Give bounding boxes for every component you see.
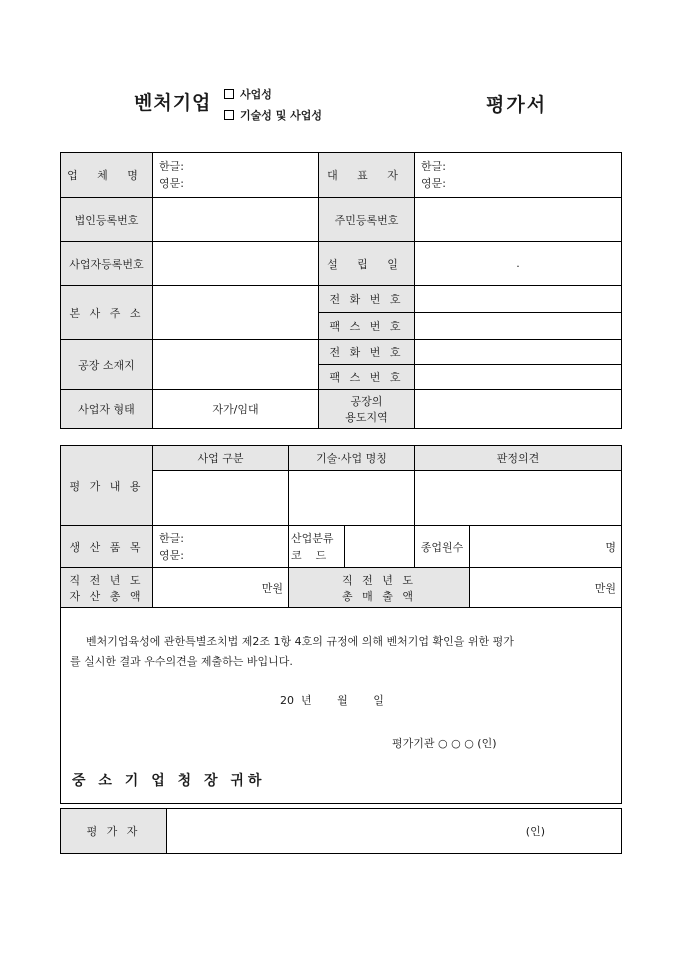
- hq-phone-field[interactable]: [415, 286, 622, 313]
- label-hq-phone: 전 화 번 호: [319, 286, 415, 313]
- label-ceo: 대 표 자: [319, 153, 415, 198]
- sales-line2: 총 매 출 액: [342, 589, 416, 603]
- resident-reg-no-field[interactable]: [415, 198, 622, 242]
- korean-label: 한글:: [159, 160, 184, 173]
- english-label: 영문:: [159, 548, 184, 562]
- assets-field[interactable]: 만원: [153, 568, 289, 608]
- label-factory-fax: 팩 스 번 호: [319, 365, 415, 390]
- label-sales: [289, 568, 470, 608]
- statement-line2: 를 실시한 결과 우수의견을 제출하는 바입니다.: [70, 655, 293, 668]
- form-title: 평가서: [486, 94, 548, 116]
- label-factory-phone: 전 화 번 호: [319, 340, 415, 365]
- factory-fax-field[interactable]: [415, 365, 622, 390]
- sales-field[interactable]: 만원: [470, 568, 622, 608]
- ceo-field[interactable]: [415, 153, 622, 198]
- header-tech-biz-name: 기술·사업 명칭: [289, 446, 415, 471]
- zoning-line1: 공장의: [350, 395, 383, 408]
- checkbox-business[interactable]: [224, 89, 234, 99]
- label-corp-reg-no: 법인등록번호: [61, 198, 153, 242]
- product-field[interactable]: [153, 526, 289, 568]
- industry-code-line2: 코 드: [291, 548, 327, 562]
- factory-field[interactable]: [153, 340, 319, 390]
- option-business: [224, 86, 272, 102]
- label-industry-code: [289, 526, 345, 568]
- employees-field[interactable]: 명: [470, 526, 622, 568]
- established-field[interactable]: .: [415, 242, 622, 286]
- date-year[interactable]: 20 년: [280, 694, 312, 707]
- label-resident-reg-no: 주민등록번호: [319, 198, 415, 242]
- checkbox-tech-business[interactable]: [224, 110, 234, 120]
- form-title-prefix: 벤처기업: [134, 92, 212, 114]
- assets-line2: 자 산 총 액: [69, 589, 144, 603]
- label-factory: 공장 소재지: [61, 340, 153, 390]
- corp-reg-no-field[interactable]: [153, 198, 319, 242]
- label-eval-content: 평 가 내 용: [61, 446, 153, 526]
- company-info-table: [60, 152, 622, 429]
- evaluator-table: [60, 808, 622, 854]
- company-name-field[interactable]: [153, 153, 319, 198]
- header-opinion: 판정의견: [415, 446, 622, 471]
- opinion-field[interactable]: [415, 471, 622, 526]
- label-evaluator: 평 가 자: [61, 809, 167, 854]
- evaluation-table: [60, 445, 622, 804]
- factory-phone-field[interactable]: [415, 340, 622, 365]
- biz-reg-no-field[interactable]: [153, 242, 319, 286]
- hq-fax-field[interactable]: [415, 313, 622, 340]
- hq-address-field[interactable]: [153, 286, 319, 340]
- english-label: 영문:: [159, 177, 184, 190]
- date-day[interactable]: 일: [373, 694, 384, 707]
- label-biz-type: 사업자 형태: [61, 390, 153, 429]
- statement-text: [70, 632, 612, 672]
- label-product: 생 산 품 목: [61, 526, 153, 568]
- label-established: 설 립 일: [319, 242, 415, 286]
- option-business-label: 사업성: [240, 88, 272, 101]
- industry-code-line1: 산업분류: [291, 531, 334, 545]
- label-zoning: [319, 390, 415, 429]
- korean-label: 한글:: [421, 160, 446, 173]
- biz-type-field[interactable]: 자가/임대: [153, 390, 319, 429]
- zoning-field[interactable]: [415, 390, 622, 429]
- label-employees: 종업원수: [415, 526, 470, 568]
- zoning-line2: 용도지역: [345, 411, 388, 424]
- korean-label: 한글:: [159, 531, 184, 545]
- label-hq-address: 본 사 주 소: [61, 286, 153, 340]
- option-tech-business-label: 기술성 및 사업성: [240, 109, 323, 122]
- evaluator-field[interactable]: (인): [167, 809, 622, 854]
- date-month[interactable]: 월: [337, 694, 348, 707]
- statement-line1: 벤처기업육성에 관한특별조치법 제2조 1항 4호의 규정에 의해 벤처기업 확인을 위한 평가: [86, 635, 514, 648]
- sales-line1: 직 전 년 도: [342, 573, 416, 587]
- date-line: [280, 692, 406, 708]
- tech-biz-name-field[interactable]: [289, 471, 415, 526]
- header-biz-category: 사업 구분: [153, 446, 289, 471]
- biz-category-field[interactable]: [153, 471, 289, 526]
- label-assets: [61, 568, 153, 608]
- label-biz-reg-no: 사업자등록번호: [61, 242, 153, 286]
- label-company-name: 업 체 명: [61, 153, 153, 198]
- assets-line1: 직 전 년 도: [69, 573, 144, 587]
- english-label: 영문:: [421, 177, 446, 190]
- option-tech-business: [224, 107, 322, 123]
- industry-code-field[interactable]: [345, 526, 415, 568]
- agency-line: 평가기관 ○ ○ ○ (인): [392, 737, 497, 750]
- label-hq-fax: 팩 스 번 호: [319, 313, 415, 340]
- recipient: 중 소 기 업 청 장 귀하: [72, 773, 266, 789]
